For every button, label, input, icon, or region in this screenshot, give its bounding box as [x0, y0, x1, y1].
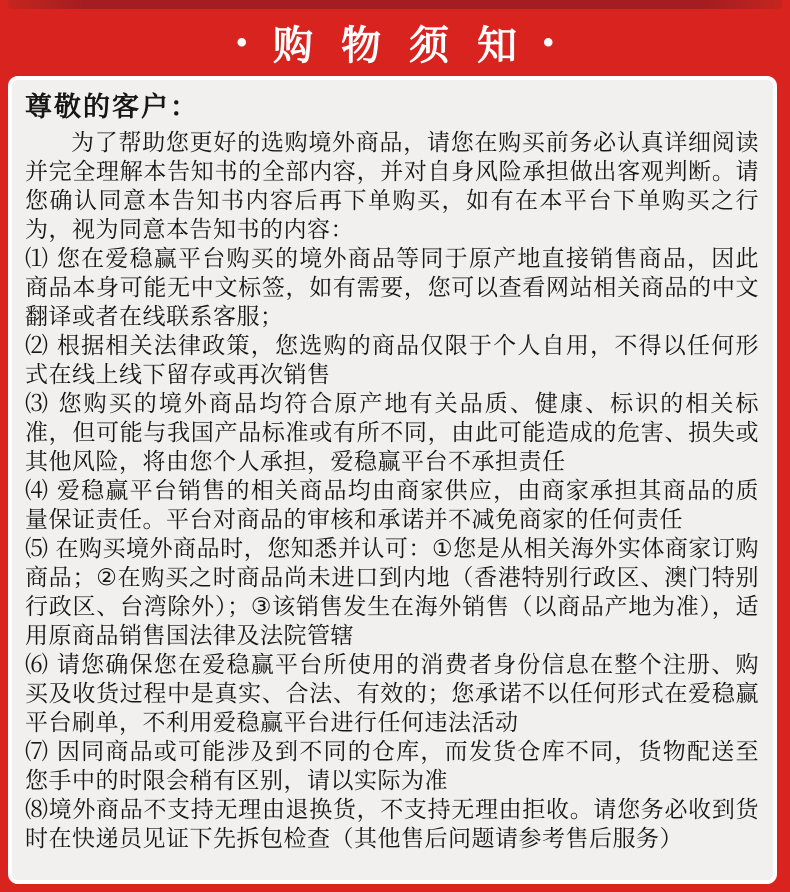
notice-card [8, 76, 777, 884]
banner-left-dot-icon: • [236, 25, 247, 59]
notice-item-5: ⑸ 在购买境外商品时，您知悉并认可：①您是从相关海外实体商家订购商品；②在购买之时商品尚未进口到内地（香港特别行政区、澳门特别行政区、台湾除外）；③该销售发生在海外销售（以商品产地为准），适用原商品销售国法律及法院管辖 [25, 535, 759, 648]
top-divider-strip [8, 0, 782, 9]
intro-paragraph: 为了帮助您更好的选购境外商品，请您在购买前务必认真详细阅读并完全理解本告知书的全部内容，并对自身风险承担做出客观判断。请您确认同意本告知书内容后再下单购买，如有在本平台下单购买之行为，视为同意本告知书的内容： [25, 129, 759, 242]
notice-item-4: ⑷ 爱稳赢平台销售的相关商品均由商家供应，由商家承担其商品的质量保证责任。平台对商品的审核和承诺并不减免商家的任何责任 [25, 477, 759, 532]
salutation: 尊敬的客户： [25, 92, 199, 122]
notice-item-1: ⑴ 您在爱稳赢平台购买的境外商品等同于原产地直接销售商品，因此商品本身可能无中文标签，如有需要，您可以查看网站相关商品的中文翻译或者在线联系客服； [25, 245, 759, 329]
banner-right-dot-icon: • [543, 25, 554, 59]
notice-item-2: ⑵ 根据相关法律政策，您选购的商品仅限于个人自用，不得以任何形式在线上线下留存或再次销售 [25, 332, 759, 387]
notice-item-8: ⑻境外商品不支持无理由退换货，不支持无理由拒收。请您务必收到货时在快递员见证下先拆包检查（其他售后问题请参考售后服务） [25, 796, 759, 851]
notice-item-6: ⑹ 请您确保您在爱稳赢平台所使用的消费者身份信息在整个注册、购买及收货过程中是真实、合法、有效的；您承诺不以任何形式在爱稳赢平台刷单，不利用爱稳赢平台进行任何违法活动 [25, 651, 759, 735]
notice-item-3: ⑶ 您购买的境外商品均符合原产地有关品质、健康、标识的相关标准，但可能与我国产品标准或有所不同，由此可能造成的危害、损失或其他风险，将由您个人承担，爱稳赢平台不承担责任 [25, 390, 759, 474]
notice-item-7: ⑺ 因同商品或可能涉及到不同的仓库，而发货仓库不同，货物配送至您手中的时限会稍有区别，请以实际为准 [25, 738, 759, 793]
notice-banner [0, 9, 790, 76]
page-title: 购物须知 [273, 24, 545, 68]
